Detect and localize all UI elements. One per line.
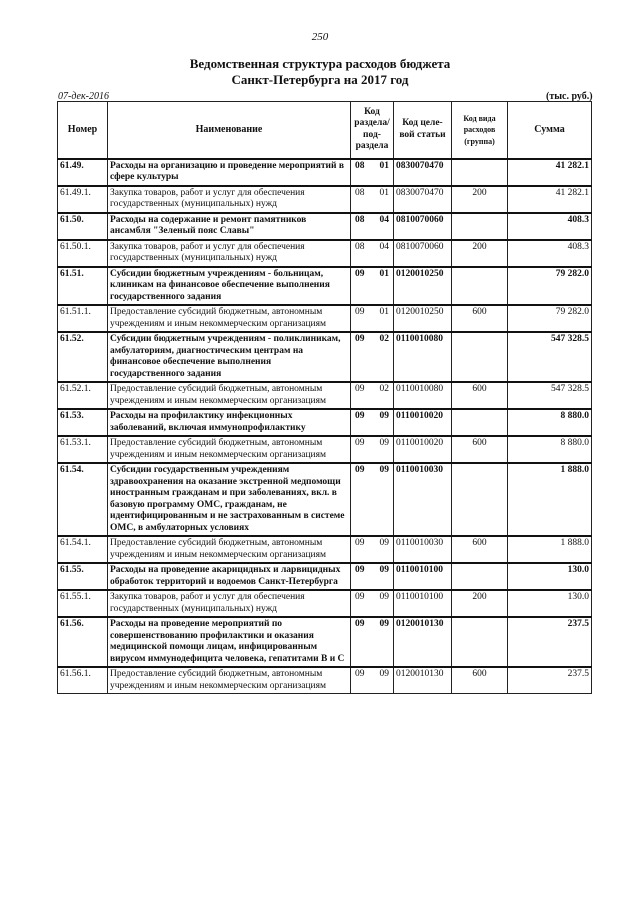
row-article: 0110010020 (394, 436, 452, 463)
row-subsection: 01 (379, 307, 389, 317)
table-row (58, 305, 592, 332)
row-section: 08 (355, 187, 365, 198)
table-row (58, 213, 592, 240)
row-section-cell (351, 305, 394, 332)
row-type (452, 563, 508, 590)
row-name: Закупка товаров, работ и услуг для обеспечения государственных (муниципальных) нужд (108, 240, 351, 267)
row-type: 200 (452, 186, 508, 213)
row-section: 09 (355, 669, 365, 679)
row-section-cell (351, 617, 394, 667)
document-date: 07-дек-2016 (58, 91, 109, 102)
row-section: 09 (355, 384, 365, 394)
table-row (58, 382, 592, 409)
page-number: 250 (311, 31, 329, 43)
row-number: 61.49.1. (58, 186, 108, 213)
row-sum: 79 282.0 (508, 267, 592, 306)
row-type (452, 267, 508, 306)
table-row (58, 436, 592, 463)
table-row (58, 590, 592, 617)
row-sum: 237.5 (508, 667, 592, 694)
row-section-cell (351, 186, 394, 213)
row-subsection: 09 (379, 438, 389, 448)
table-row (58, 409, 592, 436)
row-name: Предоставление субсидий бюджетным, автономным учреждениям и иным некоммерческим организациям (108, 382, 351, 409)
table-row (58, 159, 592, 186)
row-section-cell (351, 409, 394, 436)
row-sum: 408.3 (508, 213, 592, 240)
row-article: 0110010100 (394, 590, 452, 617)
row-section: 09 (355, 538, 365, 548)
row-article: 0110010080 (394, 382, 452, 409)
row-article: 0810070060 (394, 240, 452, 267)
row-section-cell (351, 332, 394, 382)
row-number: 61.49. (58, 159, 108, 186)
header-number: Номер (58, 102, 108, 159)
row-name: Закупка товаров, работ и услуг для обеспечения государственных (муниципальных) нужд (108, 590, 351, 617)
table-row (58, 186, 592, 213)
row-section-cell (351, 213, 394, 240)
row-section-cell (351, 436, 394, 463)
header-article: Код целе- вой статьи (394, 102, 452, 159)
row-number: 61.50.1. (58, 240, 108, 267)
row-section: 09 (355, 438, 365, 448)
row-type (452, 213, 508, 240)
row-section: 09 (355, 592, 365, 602)
row-type: 600 (452, 436, 508, 463)
row-article: 0810070060 (394, 213, 452, 240)
row-name: Расходы на проведение акарицидных и ларвицидных обработок территорий и водоемов Санкт-Петербурга (108, 563, 351, 590)
row-name: Предоставление субсидий бюджетным, автономным учреждениям и иным некоммерческим организациям (108, 436, 351, 463)
row-type (452, 617, 508, 667)
row-article: 0110010100 (394, 563, 452, 590)
row-name: Предоставление субсидий бюджетным, автономным учреждениям и иным некоммерческим организациям (108, 667, 351, 694)
row-section-cell (351, 463, 394, 536)
row-number: 61.56.1. (58, 667, 108, 694)
row-section: 09 (355, 307, 365, 317)
table-row (58, 617, 592, 667)
row-sum: 130.0 (508, 590, 592, 617)
row-number: 61.54. (58, 463, 108, 536)
row-section: 08 (355, 160, 365, 171)
table-row (58, 563, 592, 590)
row-sum: 1 888.0 (508, 536, 592, 563)
row-type: 600 (452, 305, 508, 332)
row-sum: 41 282.1 (508, 186, 592, 213)
row-section-cell (351, 590, 394, 617)
row-article: 0110010030 (394, 463, 452, 536)
row-article: 0120010250 (394, 267, 452, 306)
row-section-cell (351, 159, 394, 186)
row-sum: 130.0 (508, 563, 592, 590)
row-sum: 8 880.0 (508, 436, 592, 463)
row-number: 61.55. (58, 563, 108, 590)
row-article: 0830070470 (394, 159, 452, 186)
row-type (452, 159, 508, 186)
table-row (58, 536, 592, 563)
row-subsection: 04 (379, 214, 389, 225)
row-number: 61.52. (58, 332, 108, 382)
row-number: 61.56. (58, 617, 108, 667)
row-section-cell (351, 536, 394, 563)
row-name: Субсидии государственным учреждениям здравоохранения на оказание экстренной медпомощи иностранным гражданам и при заболеваниях, вкл. в базовую программу ОМС, гражданам, не идентифицированным и не застрахованным в системе ОМС, в амбулаторных условиях (108, 463, 351, 536)
row-number: 61.51. (58, 267, 108, 306)
header-section: Код раздела/ под- раздела (351, 102, 394, 159)
row-number: 61.52.1. (58, 382, 108, 409)
row-number: 61.54.1. (58, 536, 108, 563)
row-subsection: 02 (379, 384, 389, 394)
table-row (58, 463, 592, 536)
table-row (58, 332, 592, 382)
row-subsection: 09 (379, 619, 389, 629)
row-sum: 547 328.5 (508, 382, 592, 409)
row-article: 0830070470 (394, 186, 452, 213)
header-type: Код вида расходов (группа) (452, 102, 508, 159)
row-type: 600 (452, 382, 508, 409)
row-name: Закупка товаров, работ и услуг для обеспечения государственных (муниципальных) нужд (108, 186, 351, 213)
row-sum: 1 888.0 (508, 463, 592, 536)
row-number: 61.53.1. (58, 436, 108, 463)
row-sum: 237.5 (508, 617, 592, 667)
row-section: 08 (355, 241, 365, 252)
row-section: 09 (355, 565, 365, 575)
row-type: 600 (452, 667, 508, 694)
row-section: 09 (355, 268, 365, 279)
row-sum: 547 328.5 (508, 332, 592, 382)
row-name: Предоставление субсидий бюджетным, автономным учреждениям и иным некоммерческим организациям (108, 305, 351, 332)
row-section-cell (351, 382, 394, 409)
row-name: Субсидии бюджетным учреждениям - поликлиникам, амбулаториям, диагностическим центрам на финансовое обеспечение выполнения государственного задания (108, 332, 351, 382)
row-article: 0110010080 (394, 332, 452, 382)
row-number: 61.51.1. (58, 305, 108, 332)
row-type (452, 332, 508, 382)
row-article: 0120010130 (394, 667, 452, 694)
row-sum: 79 282.0 (508, 305, 592, 332)
row-subsection: 04 (379, 241, 389, 252)
row-subsection: 09 (379, 669, 389, 679)
row-sum: 41 282.1 (508, 159, 592, 186)
row-name: Расходы на организацию и проведение мероприятий в сфере культуры (108, 159, 351, 186)
row-section-cell (351, 240, 394, 267)
row-subsection: 09 (379, 538, 389, 548)
row-article: 0110010020 (394, 409, 452, 436)
table-body (58, 159, 592, 694)
row-subsection: 09 (379, 465, 389, 475)
row-subsection: 02 (379, 334, 389, 344)
row-article: 0110010030 (394, 536, 452, 563)
row-section: 09 (355, 619, 365, 629)
row-name: Расходы на содержание и ремонт памятников ансамбля "Зеленый пояс Славы" (108, 213, 351, 240)
row-type: 600 (452, 536, 508, 563)
row-sum: 8 880.0 (508, 409, 592, 436)
title-line-1: Ведомственная структура расходов бюджета (189, 56, 451, 71)
row-article: 0120010130 (394, 617, 452, 667)
row-number: 61.53. (58, 409, 108, 436)
row-article: 0120010250 (394, 305, 452, 332)
budget-table (57, 101, 592, 694)
row-subsection: 01 (379, 268, 389, 279)
header-name: Наименование (108, 102, 351, 159)
row-section-cell (351, 267, 394, 306)
row-type (452, 409, 508, 436)
title-line-2: Санкт-Петербурга на 2017 год (231, 72, 409, 87)
document-title (0, 56, 640, 88)
row-subsection: 09 (379, 565, 389, 575)
row-name: Расходы на проведение мероприятий по совершенствованию профилактики и оказания медицинской помощи лицам, инфицированным вирусом иммунодефицита человека, гепатитами В и С (108, 617, 351, 667)
row-type: 200 (452, 590, 508, 617)
row-number: 61.55.1. (58, 590, 108, 617)
header-sum: Сумма (508, 102, 592, 159)
row-subsection: 01 (379, 160, 389, 171)
row-section: 09 (355, 334, 365, 344)
row-number: 61.50. (58, 213, 108, 240)
row-section: 09 (355, 465, 365, 475)
row-name: Расходы на профилактику инфекционных заболеваний, включая иммунопрофилактику (108, 409, 351, 436)
table-row (58, 267, 592, 306)
row-name: Субсидии бюджетным учреждениям - больницам, клиникам на финансовое обеспечение выполнения государственного задания (108, 267, 351, 306)
row-section: 08 (355, 214, 365, 225)
row-subsection: 09 (379, 592, 389, 602)
row-section-cell (351, 563, 394, 590)
row-section: 09 (355, 411, 365, 421)
row-type: 200 (452, 240, 508, 267)
table-row (58, 240, 592, 267)
units-label: (тыс. руб.) (546, 91, 593, 102)
table-row (58, 667, 592, 694)
row-sum: 408.3 (508, 240, 592, 267)
row-type (452, 463, 508, 536)
row-subsection: 01 (379, 187, 389, 198)
row-subsection: 09 (379, 411, 389, 421)
row-section-cell (351, 667, 394, 694)
row-name: Предоставление субсидий бюджетным, автономным учреждениям и иным некоммерческим организациям (108, 536, 351, 563)
